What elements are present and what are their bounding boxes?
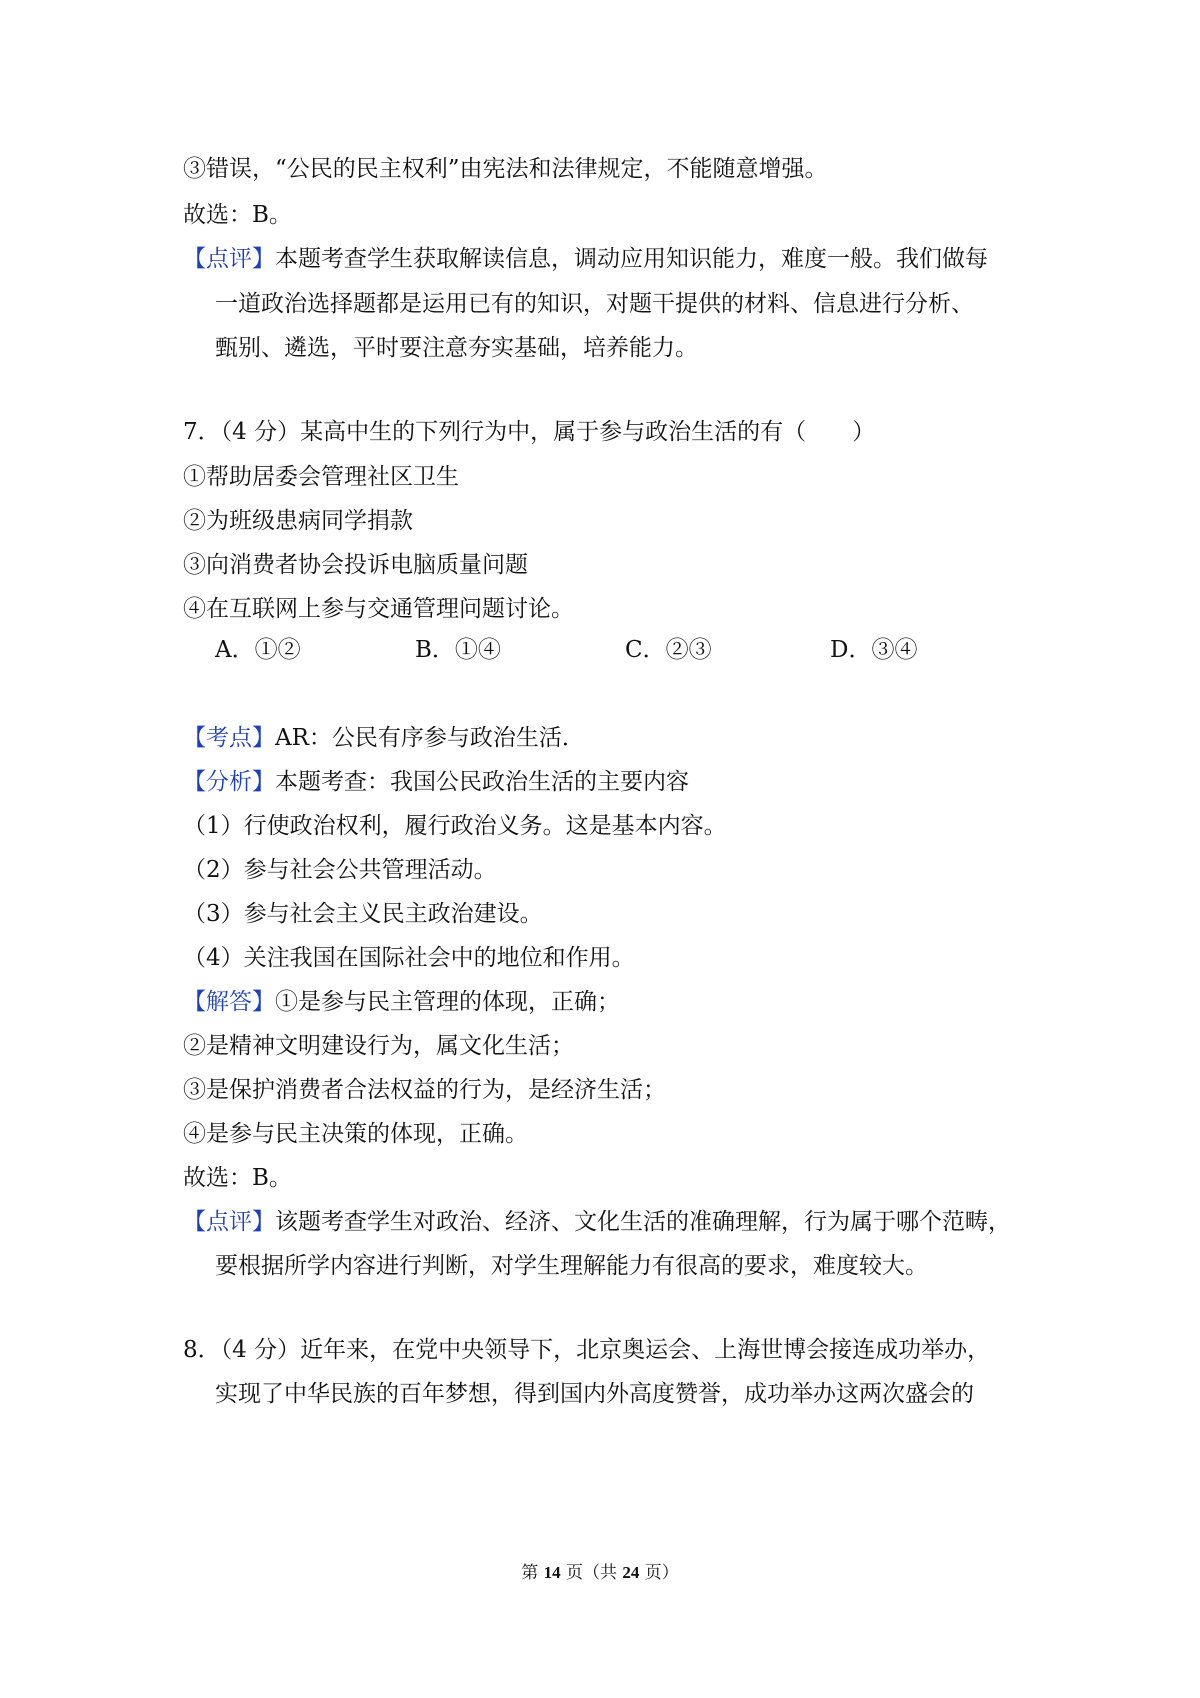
option-a: A．①② bbox=[215, 637, 301, 663]
q7-answer: 故选：B。 bbox=[183, 1165, 292, 1191]
q7-fenxi-item-1: （1）行使政治权利，履行政治义务。这是基本内容。 bbox=[183, 813, 727, 839]
comment-tag: 【点评】 bbox=[183, 246, 275, 272]
jieda-tag: 【解答】 bbox=[183, 989, 275, 1015]
prev-answer: 故选：B。 bbox=[183, 202, 292, 228]
q7-options bbox=[215, 634, 975, 666]
q7-item-3: ③向消费者协会投诉电脑质量问题 bbox=[183, 552, 528, 578]
current-page: 14 bbox=[543, 1563, 561, 1582]
q7-jieda: 【解答】①是参与民主管理的体现，正确； bbox=[183, 989, 620, 1015]
q7-item-2: ②为班级患病同学捐款 bbox=[183, 508, 413, 534]
q7-fenxi-item-4: （4）关注我国在国际社会中的地位和作用。 bbox=[183, 945, 635, 971]
q7-comment-line-1: 【点评】该题考查学生对政治、经济、文化生活的准确理解，行为属于哪个范畴， bbox=[183, 1209, 1011, 1235]
kaodian-tag: 【考点】 bbox=[183, 725, 275, 751]
q7-fenxi: 【分析】本题考查：我国公民政治生活的主要内容 bbox=[183, 769, 689, 795]
q7-comment-line-2: 要根据所学内容进行判断，对学生理解能力有很高的要求，难度较大。 bbox=[215, 1253, 928, 1279]
q7-jieda-line-4: ④是参与民主决策的体现，正确。 bbox=[183, 1121, 528, 1147]
q7-fenxi-item-2: （2）参与社会公共管理活动。 bbox=[183, 857, 497, 883]
q7-item-4: ④在互联网上参与交通管理问题讨论。 bbox=[183, 596, 574, 622]
fenxi-tag: 【分析】 bbox=[183, 769, 275, 795]
q7-fenxi-item-3: （3）参与社会主义民主政治建设。 bbox=[183, 901, 543, 927]
option-d: D．③④ bbox=[830, 637, 918, 663]
prev-comment-line-3: 甄别、遴选，平时要注意夯实基础，培养能力。 bbox=[215, 335, 698, 361]
q7-stem: 7．（4 分）某高中生的下列行为中，属于参与政治生活的有（ ） bbox=[183, 419, 876, 445]
q7-item-1: ①帮助居委会管理社区卫生 bbox=[183, 464, 459, 490]
comment-tag: 【点评】 bbox=[183, 1209, 275, 1235]
page-footer: 第 14 页（共 24 页） bbox=[521, 1563, 679, 1583]
total-pages: 24 bbox=[622, 1563, 640, 1582]
q8-stem-line-1: 8．（4 分）近年来，在党中央领导下，北京奥运会、上海世博会接连成功举办， bbox=[183, 1337, 991, 1363]
prev-comment-line-2: 一道政治选择题都是运用已有的知识，对题干提供的材料、信息进行分析、 bbox=[215, 291, 974, 317]
option-c: C．②③ bbox=[625, 637, 712, 663]
prev-comment-line-1: 【点评】本题考查学生获取解读信息，调动应用知识能力，难度一般。我们做每 bbox=[183, 246, 988, 272]
prev-point3: ③错误，“公民的民主权利”由宪法和法律规定，不能随意增强。 bbox=[183, 156, 828, 182]
q7-kaodian: 【考点】AR：公民有序参与政治生活． bbox=[183, 725, 585, 751]
q7-jieda-line-3: ③是保护消费者合法权益的行为，是经济生活； bbox=[183, 1077, 666, 1103]
option-b: B．①④ bbox=[415, 637, 501, 663]
q7-jieda-line-2: ②是精神文明建设行为，属文化生活； bbox=[183, 1033, 574, 1059]
q8-stem-line-2: 实现了中华民族的百年梦想，得到国内外高度赞誉，成功举办这两次盛会的 bbox=[215, 1381, 974, 1407]
